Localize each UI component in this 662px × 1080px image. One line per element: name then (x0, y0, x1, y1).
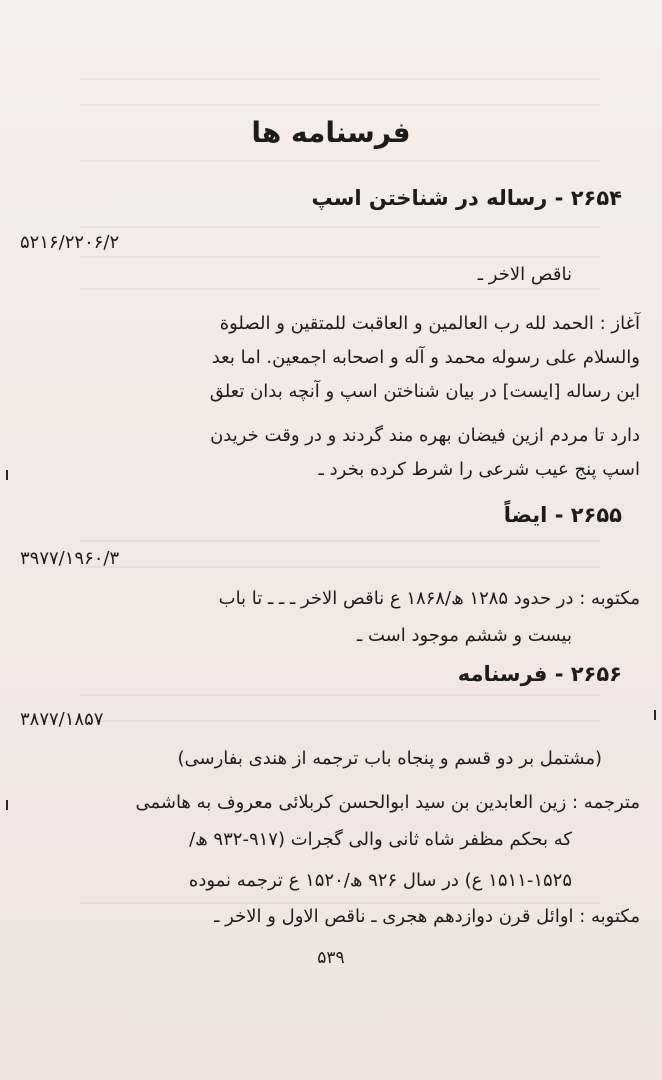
entry-text-line: آغاز : الحمد لله رب العالمین و العاقبت للمتقین و الصلوة (219, 313, 640, 334)
entry-text-line: ۱۵۱۱-۱۵۲۵ ع) در سال ۹۲۶ ھ/۱۵۲۰ ع ترجمه نموده (188, 870, 572, 891)
entry-note: ناقص الاخر ـ (477, 264, 572, 285)
entry-reference: ۵۲۱۶/۲۲۰۶/۲ (20, 232, 120, 253)
edge-mark (6, 800, 8, 810)
entry-text-line: مکتوبه : اوائل قرن دوازدهم هجری ـ ناقص الاول و الاخر ـ (214, 906, 640, 927)
entry-heading: ۲۶۵۴ - رساله در شناختن اسپ (311, 186, 622, 210)
entry-text-line: اسپ پنج عیب شرعی را شرط کرده بخرد ـ (318, 459, 640, 480)
bleed-through-line (80, 288, 600, 290)
bleed-through-line (80, 566, 600, 568)
entry-heading: ۲۶۵۵ - ایضاً (503, 503, 622, 527)
entry-text-line: که بحکم مظفر شاه ثانی والی گجرات (۹۱۷-۹۳۲ ھ/ (189, 829, 572, 850)
bleed-through-line (80, 226, 600, 228)
entry-text-line: (مشتمل بر دو قسم و پنجاه باب ترجمه از هندی بفارسی) (177, 748, 602, 769)
edge-mark (6, 470, 8, 480)
bleed-through-line (80, 694, 600, 696)
entry-text-line: مترجمه : زین العابدین بن سید ابوالحسن کربلائی معروف به هاشمی (135, 792, 640, 813)
bleed-through-line (80, 160, 600, 162)
entry-text-line: دارد تا مردم ازین فیضان بهره مند گردند و در وقت خریدن (210, 425, 640, 446)
bleed-through-line (80, 540, 600, 542)
entry-text-line: والسلام علی رسوله محمد و آله و اصحابه اجمعین. اما بعد (211, 347, 640, 368)
entry-reference: ۳۸۷۷/۱۸۵۷ (20, 709, 104, 730)
folio-number: ۵۳۹ (317, 948, 345, 968)
entry-reference: ۳۹۷۷/۱۹۶۰/۳ (20, 548, 120, 569)
edge-mark (654, 710, 656, 720)
bleed-through-line (80, 104, 600, 106)
entry-text-line: مکتوبه : در حدود ۱۲۸۵ ھ/۱۸۶۸ ع ناقص الاخر ـ ـ ـ تا باب (218, 588, 640, 609)
page-title: فرسنامه ها (251, 116, 411, 149)
entry-heading: ۲۶۵۶ - فرسنامه (457, 662, 622, 686)
entry-text-line: بیست و ششم موجود است ـ (356, 625, 572, 646)
bleed-through-line (80, 78, 600, 80)
bleed-through-line (80, 256, 600, 258)
bleed-through-line (80, 720, 600, 722)
entry-text-line: این رساله [ایست] در بیان شناختن اسپ و آنچه بدان تعلق (209, 381, 640, 402)
